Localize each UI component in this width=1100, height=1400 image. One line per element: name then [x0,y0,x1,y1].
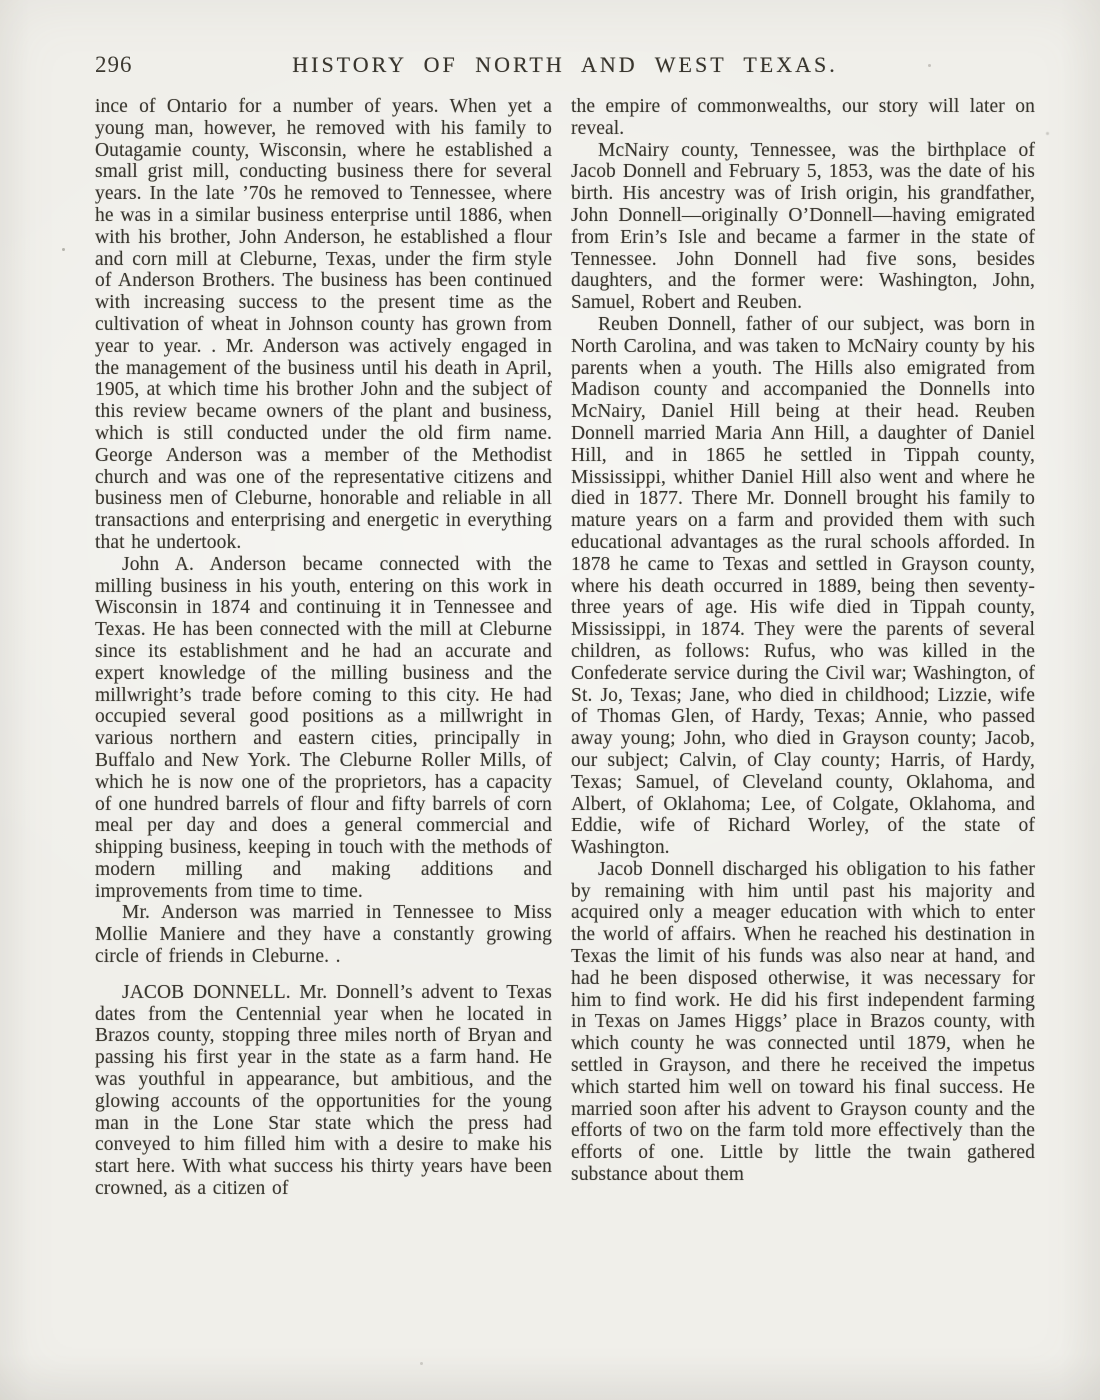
paragraph: Reuben Donnell, father of our subject, was born in North Carolina, and was taken to McNairy county by his parents when a youth. The Hills also emigrated from Madison county and accompanied the Donnells into McNairy, Daniel Hill being at their head. Reuben Donnell married Maria Ann Hill, a daughter of Daniel Hill, and in 1865 he settled in Tippah county, Mississippi, whither Daniel Hill also went and where he died in 1877. There Mr. Donnell brought his family to mature years on a farm and provided them with such educational advantages as the rural schools afforded. In 1878 he came to Texas and settled in Grayson county, where his death occurred in 1889, being then seventy-three years of age. His wife died in Tippah county, Mississippi, in 1874. They were the parents of several children, as follows: Rufus, who was killed in the Confederate service during the Civil war; Washington, of St. Jo, Texas; Jane, who died in childhood; Lizzie, wife of Thomas Glen, of Hardy, Texas; Annie, who passed away young; John, who died in Grayson county; Jacob, our subject; Calvin, of Clay county; Harris, of Hardy, Texas; Samuel, of Cleveland county, Oklahoma, and Albert, of Oklahoma; Lee, of Colgate, Oklahoma, and Eddie, wife of Richard Worley, of the state of Washington. [571,313,1035,859]
paragraph: Jacob Donnell discharged his obligation to his father by remaining with him until past his majority and acquired only a meager education with which to enter the world of affairs. When he reached his destination in Texas the limit of his funds was also near at hand, and had he been disposed otherwise, it was necessary for him to find work. He did his first independent farming in Texas on James Higgs’ place in Brazos county, with which county he was connected until 1879, when he settled in Grayson, and there he received the impetus which started him well on toward his final success. He married soon after his advent to Grayson county and the efforts of two on the farm told more effectively than the efforts of one. Little by little the twain gathered substance about them [571,858,1035,1186]
running-head [95,52,1035,78]
paragraph: JACOB DONNELL. Mr. Donnell’s advent to Texas dates from the Centennial year when he located in Brazos county, stopping three miles north of Bryan and passing his first year in the state as a farm hand. He was youthful in appearance, but ambitious, and the glowing accounts of the opportunities for the young man in the Lone Star state which the press had conveyed to him filled him with a desire to make his start here. With what success his thirty years have been crowned, as a citizen of [95,981,552,1200]
left-text-column [95,96,552,1200]
running-title: HISTORY OF NORTH AND WEST TEXAS. [292,52,838,77]
page-number: 296 [95,52,133,77]
paragraph: Mr. Anderson was married in Tennessee to Miss Mollie Maniere and they have a constantly growing circle of friends in Cleburne. . [95,902,552,968]
page-text-body [95,96,1035,1200]
paragraph: the empire of commonwealths, our story will later on reveal. [571,96,1035,139]
paragraph: ince of Ontario for a number of years. When yet a young man, however, he removed with his family to Outagamie county, Wisconsin, where he established a small grist mill, conducting business there for several years. In the late ’70s he removed to Tennessee, where he was in a similar business enterprise until 1886, when with his brother, John Anderson, he established a flour and corn mill at Cleburne, Texas, under the firm style of Anderson Brothers. The business has been continued with increasing success to the present time as the cultivation of wheat in Johnson county has grown from year to year. . Mr. Anderson was actively engaged in the management of the business until his death in April, 1905, at which time his brother John and the subject of this review became owners of the plant and business, which is still conducted under the old firm name. George Anderson was a member of the Methodist church and was one of the representative citizens and business men of Cleburne, honorable and reliable in all transactions and enterprising and energetic in everything that he undertook. [95,96,552,553]
paragraph: McNairy county, Tennessee, was the birthplace of Jacob Donnell and February 5, 1853, was the date of his birth. His ancestry was of Irish origin, his grandfather, John Donnell—originally O’Donnell—having emigrated from Erin’s Isle and became a farmer in the state of Tennessee. John Donnell had five sons, besides daughters, and the former were: Washington, John, Samuel, Robert and Reuben. [571,139,1035,314]
paragraph: John A. Anderson became connected with the milling business in his youth, entering on this work in Wisconsin in 1874 and continuing it in Tennessee and Texas. He has been connected with the mill at Cleburne since its establishment and he had an accurate and expert knowledge of the milling business and the millwright’s trade before coming to this city. He had occupied several good positions as a millwright in various northern and eastern cities, principally in Buffalo and New York. The Cleburne Roller Mills, of which he is now one of the proprietors, has a capacity of one hundred barrels of flour and fifty barrels of corn meal per day and does a general commercial and shipping business, keeping in touch with the methods of modern milling and making additions and improvements from time to time. [95,553,552,902]
right-text-column [571,96,1035,1200]
